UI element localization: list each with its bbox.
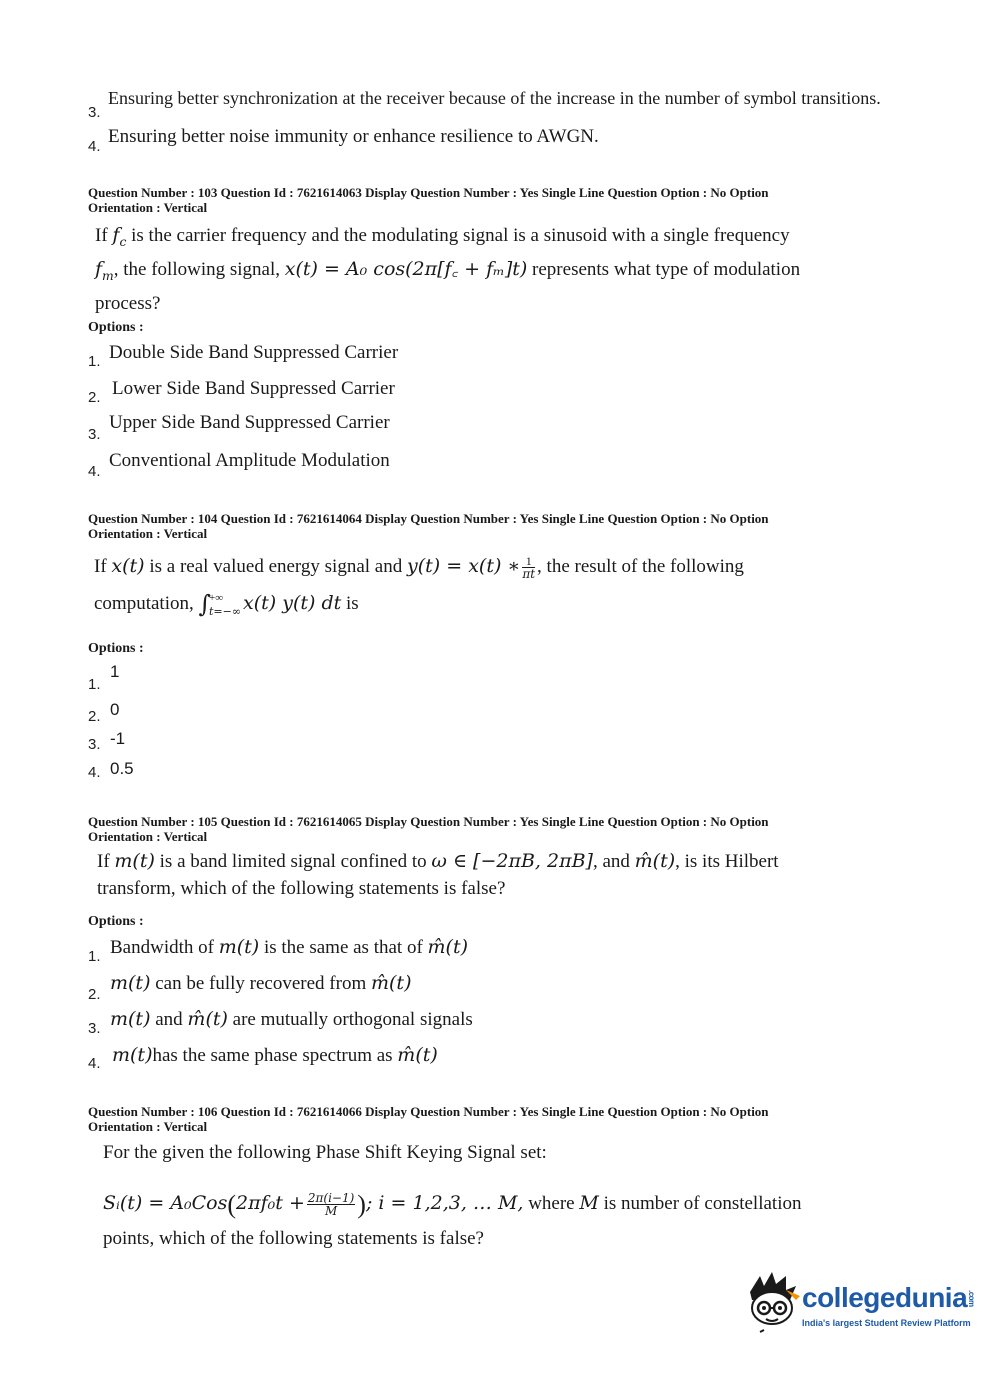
q104-meta-line1: Question Number : 104 Question Id : 7621614064 Display Question Number : Yes Single Line Question Option : No Option xyxy=(88,511,769,526)
q104-option-2-text: 0 xyxy=(110,700,120,719)
q104-option-1-number: 1. xyxy=(88,676,101,693)
q103-option-1-number: 1. xyxy=(88,353,101,370)
mascot-icon xyxy=(742,1270,804,1336)
q103-option-4-number: 4. xyxy=(88,463,101,480)
q104-options-label: Options : xyxy=(88,641,144,656)
q104-meta-line2: Orientation : Vertical xyxy=(88,526,208,541)
q106-meta-line2: Orientation : Vertical xyxy=(88,1119,208,1134)
q105-option-4-number: 4. xyxy=(88,1055,101,1072)
q105-meta-line1: Question Number : 105 Question Id : 7621614065 Display Question Number : Yes Single Line Question Option : No Option xyxy=(88,814,769,829)
q103-meta xyxy=(88,185,868,215)
q103-meta-line1: Question Number : 103 Question Id : 7621614063 Display Question Number : Yes Single Line Question Option : No Option xyxy=(88,185,769,200)
prev-option-4-text: Ensuring better noise immunity or enhance resilience to AWGN. xyxy=(108,126,599,147)
q104-meta xyxy=(88,511,868,541)
logo-wordmark: collegedunia.com xyxy=(802,1282,977,1313)
q103-option-4-text: Conventional Amplitude Modulation xyxy=(109,450,390,471)
q103-options-label: Options : xyxy=(88,320,144,335)
q106-fraction: $\frac{2\pi(i-1)}{M}$ xyxy=(307,1191,355,1219)
q104-option-1-text: 1 xyxy=(110,662,120,681)
q103-option-1-text: Double Side Band Suppressed Carrier xyxy=(109,342,399,363)
q105-options-label: Options : xyxy=(88,914,144,929)
q103-line1: If $f_c$ is the carrier frequency and the modulating signal is a sinusoid with a single frequency xyxy=(95,224,790,249)
logo-tagline: India's largest Student Review Platform xyxy=(802,1318,971,1328)
q103-option-3-number: 3. xyxy=(88,426,101,443)
q105-option-1-text: Bandwidth of m(t) is the same as that of m̂(t) xyxy=(110,936,469,958)
q104-option-4-text: 0.5 xyxy=(110,759,134,778)
q105-option-3-text: m(t) and m̂(t) are mutually orthogonal signals xyxy=(110,1008,473,1030)
q105-meta xyxy=(88,814,868,844)
q103-line2: $f_m$, the following signal, x(t) = A₀ cos(2π[f꜀ + fₘ]t) represents what type of modulation xyxy=(95,257,801,283)
q105-option-1-number: 1. xyxy=(88,948,101,965)
q104-option-4-number: 4. xyxy=(88,764,101,781)
q103-option-3-text: Upper Side Band Suppressed Carrier xyxy=(109,412,390,433)
q104-option-2-number: 2. xyxy=(88,708,101,725)
q105-meta-line2: Orientation : Vertical xyxy=(88,829,208,844)
q103-option-2-number: 2. xyxy=(88,389,101,406)
q103-meta-line2: Orientation : Vertical xyxy=(88,200,208,215)
q106-line3: points, which of the following statements is false? xyxy=(103,1228,484,1249)
q105-option-3-number: 3. xyxy=(88,1020,101,1037)
q105-option-2-text: m(t) can be fully recovered from m̂(t) xyxy=(110,972,412,994)
prev-option-3-number: 3. xyxy=(88,104,101,121)
q106-meta xyxy=(88,1104,868,1134)
prev-option-4-number: 4. xyxy=(88,138,101,155)
integral-symbol: ∫ xyxy=(198,590,211,619)
q104-option-3-number: 3. xyxy=(88,736,101,753)
q104-option-3-text: -1 xyxy=(110,729,126,748)
q103-line3: process? xyxy=(95,292,161,314)
q106-line1: For the given the following Phase Shift Keying Signal set: xyxy=(103,1142,547,1163)
q104-line2: computation, ∫ +∞ t=−∞ x(t) y(t) dt is xyxy=(94,590,359,619)
q103-question-text xyxy=(95,222,800,317)
q104-line1: If x(t) is a real valued energy signal and y(t) = x(t) ∗ $\frac{1}{\pi t}$ , the result of the following xyxy=(94,554,744,582)
q105-line2: transform, which of the following statements is false? xyxy=(97,878,506,899)
prev-option-3-text: Ensuring better synchronization at the receiver because of the increase in the number of symbol transitions. xyxy=(108,88,881,108)
q104-fraction: $\frac{1}{\pi t}$ xyxy=(522,554,536,582)
q103-formula: x(t) = A₀ cos(2π[f꜀ + fₘ]t) xyxy=(284,257,528,280)
q106-meta-line1: Question Number : 106 Question Id : 7621614066 Display Question Number : Yes Single Line Question Option : No Option xyxy=(88,1104,769,1119)
collegedunia-logo xyxy=(742,1270,977,1340)
q103-option-2-text: Lower Side Band Suppressed Carrier xyxy=(112,378,395,399)
q104-integral-limits: +∞ t=−∞ xyxy=(209,591,242,618)
q105-option-4-text: m(t)has the same phase spectrum as m̂(t) xyxy=(112,1044,438,1066)
q105-line1: If m(t) is a band limited signal confined to ω ∈ [−2πB, 2πB], and m̂(t), is its Hilbert xyxy=(97,850,779,872)
q105-option-2-number: 2. xyxy=(88,986,101,1003)
q106-line2: Sᵢ(t) = A₀Cos(2πf₀t + $\frac{2\pi(i-1)}{M}$ ); i = 1,2,3, … M, where M is number of constellation xyxy=(103,1190,802,1220)
q105-question-text xyxy=(97,848,779,902)
